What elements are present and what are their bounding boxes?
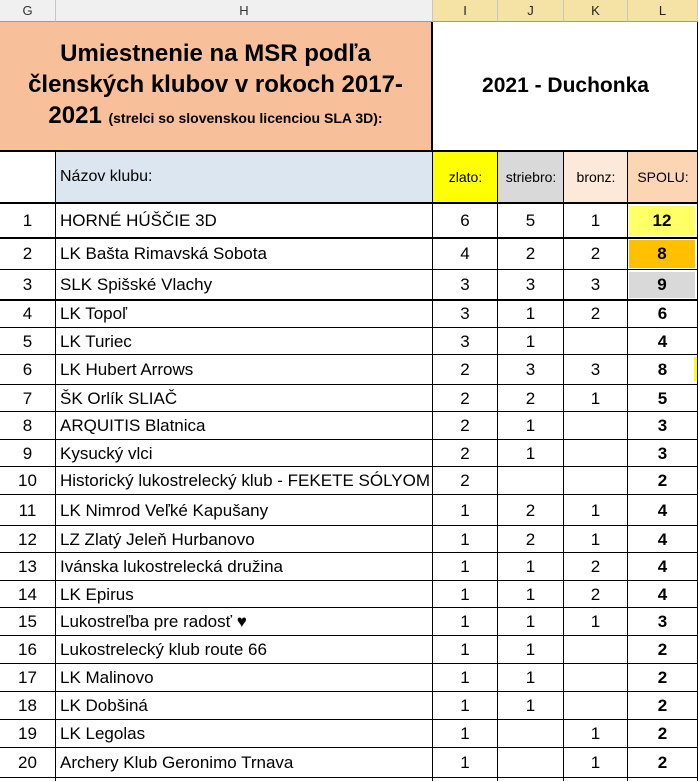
rank-cell[interactable]: 19 <box>18 724 37 743</box>
header-rank-cell[interactable] <box>0 152 56 204</box>
gold-count-cell[interactable]: 2 <box>460 443 470 463</box>
rank-cell[interactable]: 18 <box>18 696 37 715</box>
rank-cell[interactable]: 14 <box>18 584 37 604</box>
club-name-cell[interactable]: LK Topoľ <box>60 304 128 323</box>
gold-count-cell[interactable]: 1 <box>460 584 470 604</box>
club-name-cell[interactable]: LK Legolas <box>60 724 146 743</box>
total-count-cell[interactable]: 4 <box>657 529 668 549</box>
header-total[interactable]: SPOLU: <box>628 152 698 204</box>
club-name-cell[interactable]: LK Epirus <box>60 584 134 604</box>
silver-count-cell[interactable]: 1 <box>525 416 536 435</box>
bronze-count-cell[interactable]: 2 <box>590 304 601 323</box>
gold-count-cell[interactable]: 2 <box>460 388 470 408</box>
silver-count-cell[interactable] <box>498 467 563 495</box>
club-name-cell[interactable]: LK Hubert Arrows <box>60 360 194 379</box>
silver-count-cell[interactable]: 1 <box>525 696 536 715</box>
club-name-cell[interactable]: LK Malinovo <box>60 668 154 687</box>
silver-count-cell[interactable]: 1 <box>525 612 536 631</box>
silver-count-cell[interactable]: 1 <box>525 640 536 659</box>
total-count-cell[interactable]: 3 <box>657 443 668 463</box>
rank-cell[interactable]: 10 <box>18 471 37 490</box>
bronze-count-cell[interactable]: 1 <box>590 612 601 631</box>
silver-count-cell[interactable]: 3 <box>525 275 536 294</box>
club-name-cell[interactable]: ARQUITIS Blatnica <box>60 416 206 435</box>
silver-count-cell[interactable]: 1 <box>525 443 536 463</box>
total-count-cell[interactable]: 2 <box>657 668 668 687</box>
total-count-cell[interactable]: 4 <box>657 557 668 576</box>
club-name-cell[interactable]: ŠK Orlík SLIAČ <box>60 388 178 408</box>
rank-cell[interactable]: 13 <box>18 557 37 576</box>
silver-count-cell[interactable]: 3 <box>525 360 536 379</box>
title-line-2: členských klubov v rokoch 2017- <box>28 71 403 98</box>
gold-count-cell[interactable]: 6 <box>460 211 470 230</box>
gold-count-cell[interactable]: 1 <box>460 612 470 631</box>
bronze-count-cell[interactable]: 2 <box>590 244 601 263</box>
rank-cell[interactable]: 2 <box>22 244 33 263</box>
gold-count-cell[interactable]: 1 <box>460 668 470 687</box>
rank-cell[interactable]: 4 <box>22 304 33 323</box>
club-name-cell[interactable]: Kysucký vlci <box>60 443 153 463</box>
total-count-cell[interactable]: 2 <box>657 696 668 715</box>
club-name-cell[interactable]: HORNÉ HÚŠČIE 3D <box>60 211 217 230</box>
header-gold[interactable]: zlato: <box>433 152 498 204</box>
title-note: (strelci so slovenskou licenciou SLA 3D): <box>108 110 383 126</box>
rank-cell[interactable]: 3 <box>22 275 33 294</box>
bronze-count-cell[interactable]: 1 <box>590 500 601 520</box>
title-line-3 <box>48 100 382 134</box>
bronze-count-cell[interactable]: 1 <box>590 753 601 772</box>
bronze-count-cell[interactable] <box>564 692 627 720</box>
gold-count-cell[interactable]: 2 <box>460 416 470 435</box>
gold-count-cell[interactable]: 3 <box>460 331 470 351</box>
club-name-cell[interactable]: LK Nimrod Veľké Kapušany <box>60 500 269 520</box>
total-count-cell[interactable]: 6 <box>657 304 668 323</box>
club-name-cell[interactable]: LK Dobšiná <box>60 696 148 715</box>
gold-count-cell[interactable]: 3 <box>460 304 470 323</box>
gold-count-cell[interactable]: 1 <box>460 724 470 743</box>
silver-count-cell[interactable]: 1 <box>525 584 536 604</box>
rank-cell[interactable]: 16 <box>18 640 37 659</box>
rank-cell[interactable]: 12 <box>18 529 37 549</box>
club-name-cell[interactable]: Ivánska lukostrelecká družina <box>60 557 284 576</box>
title-line-1: Umiestnenie na MSR podľa <box>60 40 371 67</box>
silver-count-cell[interactable]: 2 <box>525 244 536 263</box>
club-name-cell[interactable]: Historický lukostrelecký klub - FEKETE SÓLYOM <box>60 471 430 490</box>
gold-count-cell[interactable]: 1 <box>460 640 470 659</box>
club-name-cell[interactable]: Archery Klub Geronimo Trnava <box>60 753 294 772</box>
silver-count-cell[interactable]: 2 <box>525 500 536 520</box>
column-header-k[interactable]: K <box>564 0 628 22</box>
header-silver[interactable]: striebro: <box>498 152 564 204</box>
column-header-l[interactable]: L <box>628 0 698 22</box>
rank-cell[interactable]: 1 <box>22 211 33 230</box>
total-count-cell[interactable]: 4 <box>657 584 668 604</box>
bronze-count-cell[interactable] <box>564 412 627 440</box>
bronze-count-cell[interactable]: 1 <box>590 529 601 549</box>
total-count-cell[interactable]: 2 <box>657 640 668 659</box>
total-count-cell[interactable]: 2 <box>657 724 668 743</box>
rank-cell[interactable]: 5 <box>22 331 33 351</box>
gold-count-cell[interactable]: 2 <box>460 360 470 379</box>
row-divider <box>0 777 698 778</box>
gold-count-cell[interactable]: 1 <box>460 753 470 772</box>
total-count-cell[interactable]: 2 <box>657 753 668 772</box>
club-name-cell[interactable]: LK Turiec <box>60 331 132 351</box>
column-header-i[interactable]: I <box>433 0 498 22</box>
club-name-cell[interactable]: LZ Zlatý Jeleň Hurbanovo <box>60 529 255 549</box>
total-count-cell[interactable]: 9 <box>629 272 695 298</box>
title-cell[interactable] <box>0 22 433 152</box>
header-bronze[interactable]: bronz: <box>564 152 628 204</box>
gold-count-cell[interactable]: 1 <box>460 529 470 549</box>
gold-count-cell[interactable]: 1 <box>460 500 470 520</box>
total-count-cell[interactable]: 3 <box>657 612 668 631</box>
total-count-cell[interactable]: 12 <box>629 206 695 236</box>
rank-cell[interactable]: 7 <box>22 388 33 408</box>
bronze-count-cell[interactable]: 1 <box>590 388 601 408</box>
column-header-j[interactable]: J <box>498 0 564 22</box>
total-count-cell[interactable]: 3 <box>657 416 668 435</box>
silver-count-cell[interactable]: 2 <box>525 529 536 549</box>
total-count-cell[interactable]: 4 <box>657 331 668 351</box>
silver-count-cell[interactable]: 1 <box>525 668 536 687</box>
silver-count-cell[interactable]: 1 <box>525 331 536 351</box>
total-count-cell[interactable]: 8 <box>629 240 695 268</box>
gold-count-cell[interactable]: 2 <box>460 471 470 490</box>
gold-count-cell[interactable]: 3 <box>460 275 470 294</box>
club-name-cell[interactable]: LK Bašta Rimavská Sobota <box>60 244 267 263</box>
bronze-count-cell[interactable]: 3 <box>590 360 601 379</box>
silver-count-cell[interactable]: 2 <box>525 388 536 408</box>
bronze-count-cell[interactable] <box>564 440 627 467</box>
bronze-count-cell[interactable]: 1 <box>590 724 601 743</box>
header-club-name[interactable]: Názov klubu: <box>56 152 433 204</box>
bronze-count-cell[interactable] <box>564 664 627 692</box>
rank-cell[interactable]: 15 <box>18 612 37 631</box>
competition-label[interactable]: 2021 - Duchonka <box>433 22 698 152</box>
silver-count-cell[interactable] <box>498 748 563 778</box>
rank-cell[interactable]: 6 <box>22 360 33 379</box>
gold-count-cell[interactable]: 1 <box>460 557 470 576</box>
bronze-count-cell[interactable]: 3 <box>590 275 601 294</box>
silver-count-cell[interactable]: 5 <box>525 211 536 230</box>
silver-count-cell[interactable]: 1 <box>525 304 536 323</box>
rank-cell[interactable]: 20 <box>18 753 37 772</box>
silver-count-cell[interactable] <box>498 720 563 748</box>
bronze-count-cell[interactable] <box>564 636 627 664</box>
rank-cell[interactable]: 8 <box>22 416 33 435</box>
club-name-cell[interactable]: SLK Spišské Vlachy <box>60 275 213 294</box>
gold-count-cell[interactable]: 1 <box>460 696 470 715</box>
bronze-count-cell[interactable]: 2 <box>590 584 601 604</box>
title-year-range: 2021 <box>48 102 102 129</box>
club-name-cell[interactable]: Lukostrelecký klub route 66 <box>60 640 267 659</box>
total-count-cell[interactable]: 4 <box>657 500 668 520</box>
rank-cell[interactable]: 17 <box>18 668 37 687</box>
rank-cell[interactable]: 11 <box>18 500 37 520</box>
total-count-cell[interactable]: 8 <box>657 360 668 379</box>
bronze-count-cell[interactable]: 1 <box>590 211 601 230</box>
total-count-cell[interactable]: 5 <box>657 388 668 408</box>
gold-count-cell[interactable]: 4 <box>460 244 470 263</box>
column-header-g[interactable]: G <box>0 0 56 22</box>
bronze-count-cell[interactable] <box>564 467 627 495</box>
bronze-count-cell[interactable]: 2 <box>590 557 601 576</box>
club-name-cell[interactable]: Lukostreľba pre radosť ♥ <box>60 612 247 631</box>
bronze-count-cell[interactable] <box>564 328 627 355</box>
column-header-h[interactable]: H <box>56 0 433 22</box>
silver-count-cell[interactable]: 1 <box>525 557 536 576</box>
rank-cell[interactable]: 9 <box>22 443 33 463</box>
total-count-cell[interactable]: 2 <box>657 471 668 490</box>
